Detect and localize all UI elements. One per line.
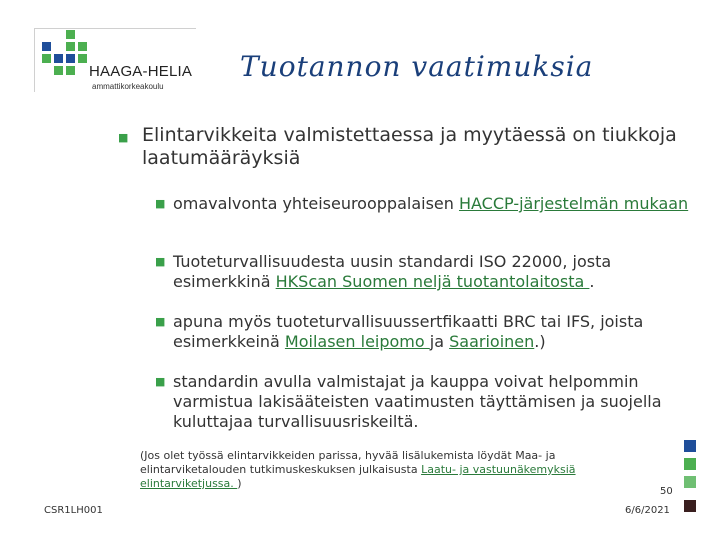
bullet-standard: [155, 372, 695, 432]
hkscan-link[interactable]: HKScan Suomen neljä tuotantolaitosta: [275, 272, 590, 291]
footnote: [140, 449, 640, 491]
square-bullet-icon: ■: [155, 315, 166, 328]
bullet-iso-end: .: [589, 272, 595, 291]
logo-name: HAAGA-HELIA: [89, 63, 193, 80]
deco-square-icon: [684, 458, 696, 470]
footer-code: CSR1LH001: [44, 505, 103, 516]
bullet-haccp-text: omavalvonta yhteiseurooppalaisen: [173, 194, 459, 213]
deco-square-icon: [684, 500, 696, 512]
square-bullet-icon: ■: [118, 131, 129, 144]
page-number: 50: [660, 486, 673, 497]
square-bullet-icon: ■: [155, 197, 166, 210]
bullet-standard-text: standardin avulla valmistajat ja kauppa voivat helpommin varmistua lakisääteisten vaatimusten täyttämisen ja suojella kuluttajaa turvallisuusriskeiltä.: [173, 372, 662, 431]
bullet-level1: [118, 124, 678, 170]
square-bullet-icon: ■: [155, 375, 166, 388]
footnote-link[interactable]: Laatu- ja vastuunäkemyksiä elintarviketjussa.: [140, 463, 576, 490]
footnote-text: (Jos olet työssä elintarvikkeiden parissa, hyvää lisälukemista löydät Maa- ja elintarviketalouden tutkimuskeskuksen julkaisusta: [140, 449, 556, 476]
slide-title: Tuotannon vaatimuksia: [240, 50, 594, 83]
bullet-iso-text: Tuoteturvallisuudesta uusin standardi ISO 22000, josta esimerkkinä: [173, 252, 612, 291]
haccp-link[interactable]: HACCP-järjestelmän mukaan: [458, 194, 689, 213]
square-bullet-icon: ■: [155, 255, 166, 268]
bullet-iso: [155, 252, 695, 292]
bullet-brc-mid: ja: [429, 332, 450, 351]
bullet-level1-text: Elintarvikkeita valmistettaessa ja myytäessä on tiukkoja laatumääräyksiä: [142, 124, 677, 169]
saarioinen-link[interactable]: Saarioinen: [449, 332, 535, 351]
bullet-brc-end: .): [534, 332, 546, 351]
bullet-haccp: [155, 194, 695, 214]
logo-subtitle: ammattikorkeakoulu: [92, 82, 164, 91]
footnote-end: ): [237, 477, 242, 490]
bullet-brc-text: apuna myös tuoteturvallisuussertfikaatti BRC tai IFS, joista esimerkkeinä: [173, 312, 644, 351]
bullet-brc: [155, 312, 695, 352]
deco-square-icon: [684, 440, 696, 452]
logo-frame-left: [34, 28, 35, 92]
deco-square-icon: [684, 476, 696, 488]
moilanen-link[interactable]: Moilasen leipomo: [284, 332, 430, 351]
footer-date: 6/6/2021: [625, 505, 670, 516]
